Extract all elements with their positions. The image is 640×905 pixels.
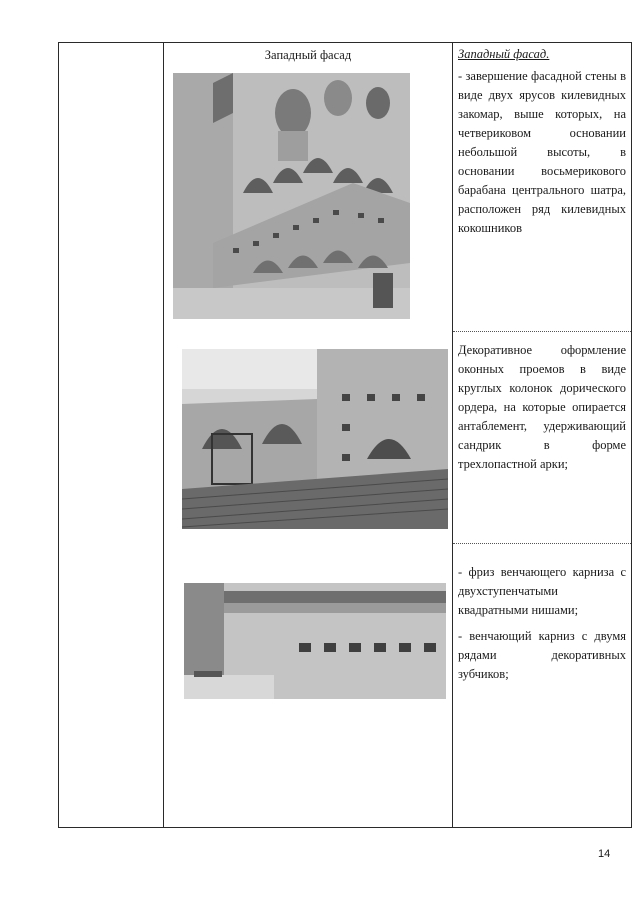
description-window-trims: Декоративное оформление оконных проемов в виде круглых колонок дорического ордера, на которые опирается антаблемент, удерживающий сандрик в форме трехлопастной арки; — [458, 343, 626, 471]
row-divider — [453, 331, 631, 332]
page-number: 14 — [598, 848, 611, 860]
photo-domes-kokoshniks — [173, 73, 410, 319]
photo-column-caption: Западный фасад — [264, 48, 352, 62]
table-column-descriptions — [453, 43, 632, 828]
row-divider — [453, 543, 631, 544]
table-column-empty — [59, 43, 164, 828]
table-column-photos — [164, 43, 453, 828]
description-table — [58, 42, 632, 828]
description-frieze: - фриз венчающего карниза с двухступенчатыми квадратными нишами; — [458, 565, 626, 617]
photo-cornice-frieze — [184, 583, 446, 699]
description-cornice: - венчающий карниз с двумя рядами декоративных зубчиков; — [458, 629, 626, 681]
photo-window-trims — [182, 349, 448, 529]
description-column-title: Западный фасад. — [458, 47, 550, 61]
description-domes: - завершение фасадной стены в виде двух ярусов килевидных закомар, выше которых, на четвериковом основании небольшой высоты, в основании восьмерикового барабана центрального шатра, расположен ряд килевидных кокошников — [458, 69, 626, 235]
